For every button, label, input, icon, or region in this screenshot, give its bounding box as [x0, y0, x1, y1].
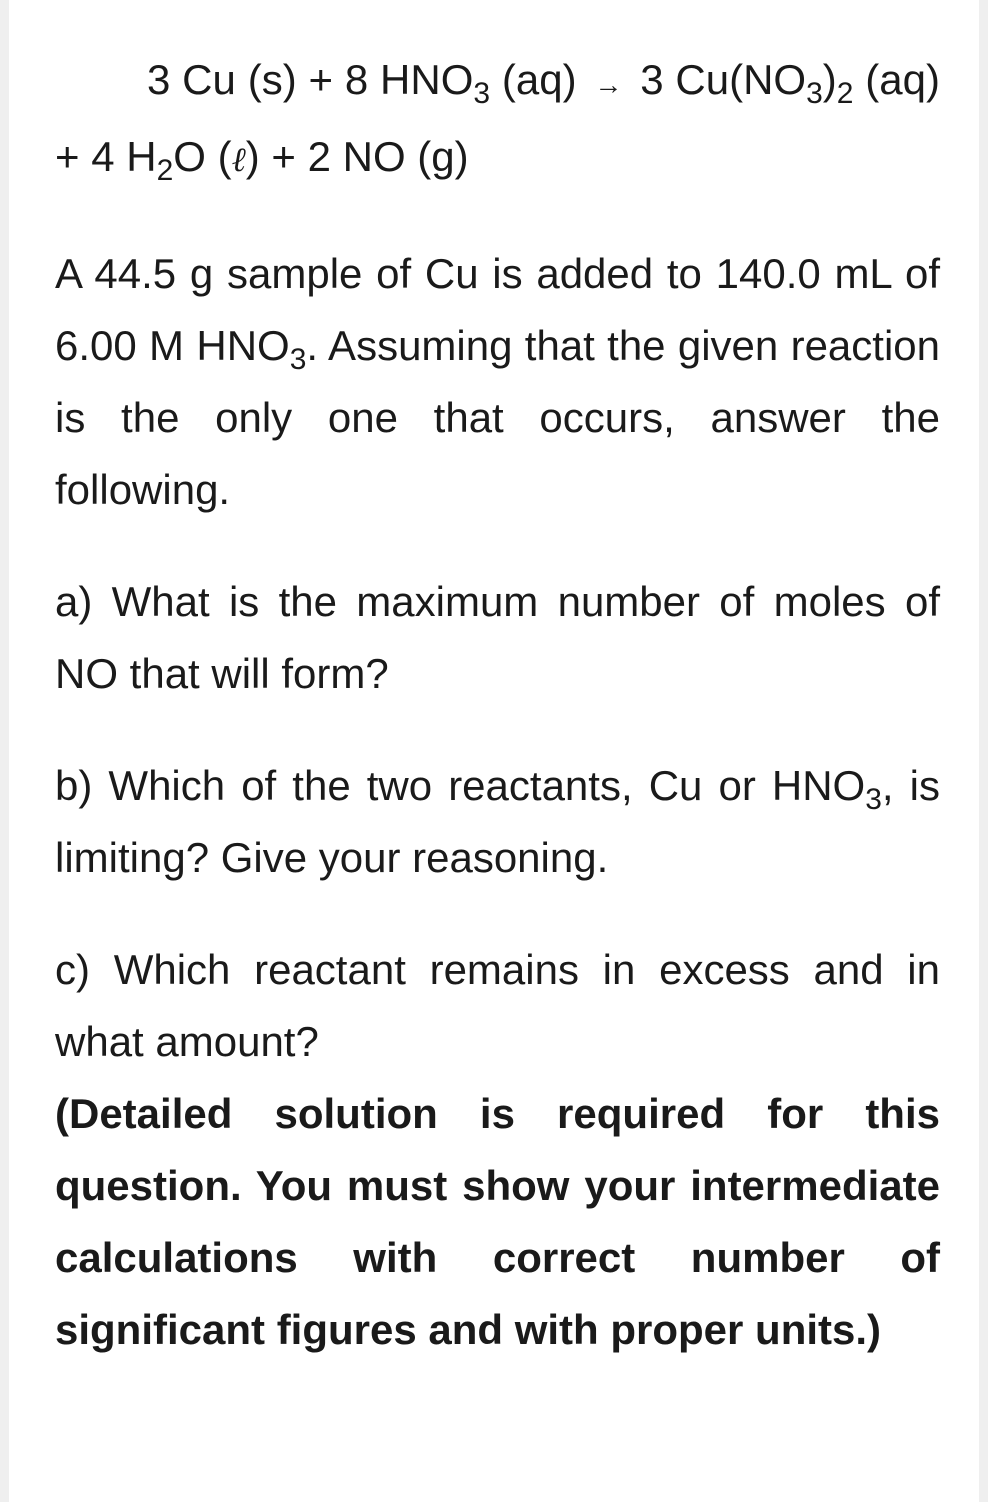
equation-water-subscript: 2 — [156, 154, 174, 187]
equation-reactant: 3 Cu (s) + 8 HNO — [147, 56, 474, 103]
question-c: c) Which reactant remains in excess and in what amount? — [55, 946, 940, 1065]
equation-tail: ) + 2 NO (g) — [245, 133, 469, 180]
question-document — [55, 44, 940, 1366]
question-a: a) What is the maximum number of moles of NO that will form? — [55, 578, 940, 697]
liquid-state-symbol: ℓ — [231, 140, 246, 180]
left-edge-shadow — [0, 0, 9, 1502]
equation-product-subscript-b: 2 — [836, 77, 854, 110]
question-b — [55, 750, 940, 894]
question-b-subscript: 3 — [865, 783, 882, 816]
equation-reactant-subscript: 3 — [473, 77, 491, 110]
right-edge-shadow — [979, 0, 988, 1502]
reaction-arrow-icon: → — [594, 69, 623, 100]
equation-reactant-state: (aq) — [490, 56, 589, 103]
question-b-text-2: , is limiting? Give your reasoning. — [55, 762, 941, 881]
problem-intro — [55, 238, 940, 526]
intro-text-2: . Assuming that the given reaction is the only one that occurs, answer the following. — [55, 322, 940, 513]
question-b-text-1: b) Which of the two reactants, Cu or HNO — [55, 762, 866, 809]
equation-product-paren: ) — [822, 56, 837, 103]
equation-water-rest: O ( — [173, 133, 232, 180]
equation-product-subscript-a: 3 — [806, 77, 823, 110]
solution-requirement-note: (Detailed solution is required for this question. You must show your intermediate calculations with correct number of significant figures and with proper units.) — [55, 1090, 940, 1353]
equation-product-state: (aq) + 4 H — [55, 56, 941, 180]
equation-product: 3 Cu(NO — [628, 56, 807, 103]
intro-subscript: 3 — [289, 343, 307, 376]
chemical-equation — [55, 44, 940, 196]
intro-text-1: A 44.5 g sample of Cu is added to 140.0 mL of 6.00 M HNO — [55, 250, 940, 369]
